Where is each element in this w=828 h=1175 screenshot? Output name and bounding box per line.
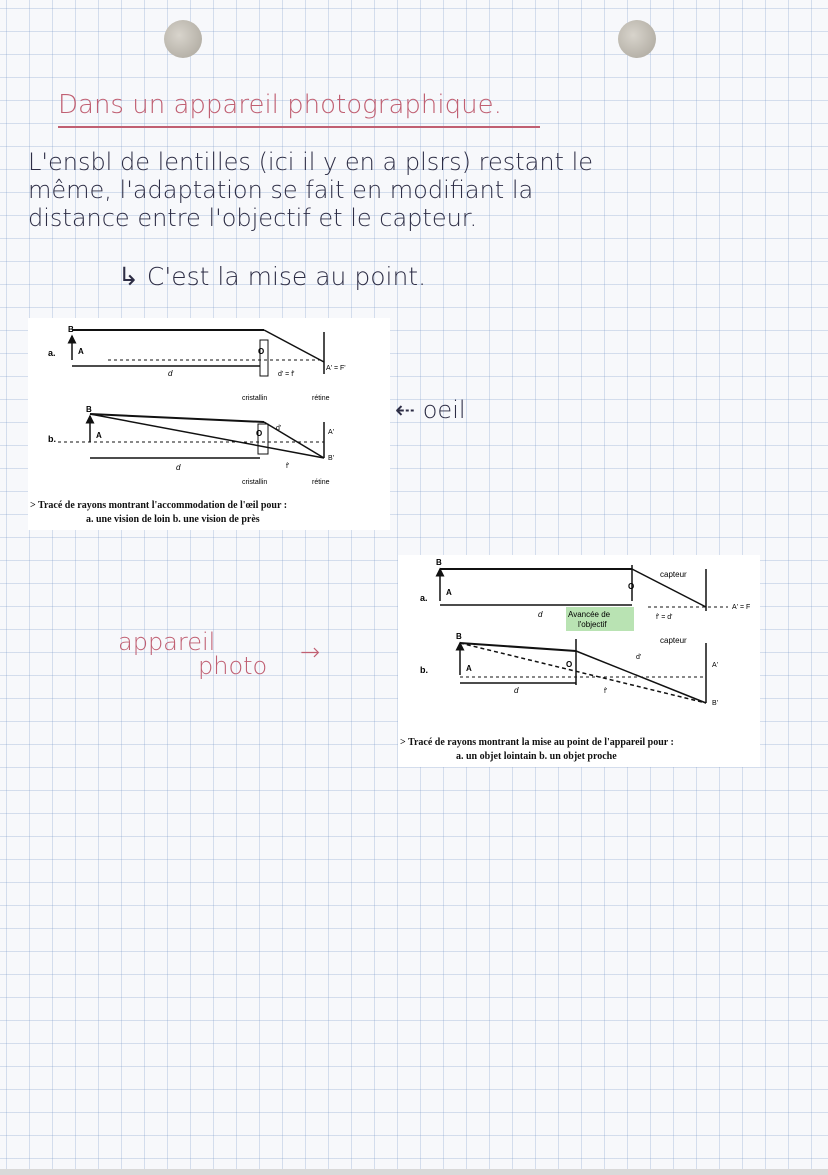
- lens-a: [260, 340, 268, 376]
- eye-caption-line-1: > Tracé de rayons montrant l'accommodation de l'œil pour :: [30, 500, 288, 511]
- eye-crystallin-label: cristallin: [242, 395, 268, 402]
- camera-dprime-b: d': [636, 654, 642, 661]
- camera-B-a: B: [436, 558, 442, 567]
- eye-Aprime-b: A': [328, 429, 335, 436]
- camera-sensor-label-b: capteur: [660, 636, 687, 645]
- eye-A-eq-F-a: A' = F': [326, 365, 346, 372]
- eye-accommodation-figure: [28, 318, 390, 530]
- eye-dprime-b: d': [276, 425, 282, 432]
- note-camera-line-2: photo: [198, 652, 268, 680]
- eye-d-b: d: [176, 463, 181, 472]
- binder-hole-left: [164, 20, 202, 58]
- eye-retina-label-b: rétine: [312, 479, 330, 486]
- eye-B-a: B: [68, 325, 74, 334]
- camera-advance-line-2: l'objectif: [578, 620, 607, 629]
- paragraph-line-3: distance entre l'objectif et le capteur.: [28, 204, 478, 232]
- eye-O-b: O: [256, 429, 263, 438]
- camera-sensor-label-a: capteur: [660, 570, 687, 579]
- camera-Aprime-b: A': [712, 662, 719, 669]
- camera-d-b: d: [514, 686, 519, 695]
- camera-A-b: A: [466, 664, 472, 673]
- camera-ray-b-center: [460, 643, 706, 703]
- ray-a-refracted: [264, 330, 324, 362]
- note-camera-arrow: →: [300, 638, 321, 666]
- camera-fprime-b: f': [604, 688, 608, 695]
- note-eye: ⇠ oeil: [395, 396, 466, 424]
- eye-fprime-b: f': [286, 463, 290, 470]
- eye-O-a: O: [258, 347, 265, 356]
- camera-label-b: b.: [420, 665, 428, 675]
- eye-A-a: A: [78, 347, 84, 356]
- page-heading: Dans un appareil photographique.: [58, 90, 502, 120]
- camera-focus-figure: [398, 555, 760, 767]
- page-bottom-edge: [0, 1169, 828, 1175]
- camera-caption-line-1: > Tracé de rayons montrant la mise au point de l'appareil pour :: [400, 737, 674, 748]
- ray-b-center: [90, 414, 324, 458]
- eye-retina-label: rétine: [312, 395, 330, 402]
- camera-fprime-eq-dprime: f' = d': [656, 614, 673, 621]
- eye-diagram-svg: [28, 318, 390, 530]
- camera-B-b: B: [456, 632, 462, 641]
- eye-label-a: a.: [48, 348, 56, 358]
- heading-underline: [58, 126, 540, 128]
- eye-Bprime-b: B': [328, 455, 335, 462]
- camera-Bprime-b: B': [712, 700, 719, 707]
- binder-hole-right: [618, 20, 656, 58]
- conclusion-line: ↳ C'est la mise au point.: [118, 262, 427, 291]
- note-camera-line-1: appareil: [118, 628, 216, 656]
- eye-A-b: A: [96, 431, 102, 440]
- camera-A-a: A: [446, 588, 452, 597]
- eye-B-b: B: [86, 405, 92, 414]
- camera-Aprime-eq-F: A' = F: [732, 604, 751, 611]
- eye-d-a: d: [168, 369, 173, 378]
- eye-caption-line-2: a. une vision de loin b. une vision de près: [86, 514, 260, 525]
- camera-O-a: O: [628, 582, 635, 591]
- camera-diagram-svg: [398, 555, 760, 767]
- paragraph-line-2: même, l'adaptation se fait en modifiant la: [28, 176, 534, 204]
- camera-advance-line-1: Avancée de: [568, 610, 611, 619]
- eye-dprime-a: d' = f': [278, 371, 295, 378]
- eye-crystallin-label-b: cristallin: [242, 479, 268, 486]
- camera-caption-line-2: a. un objet lointain b. un objet proche: [456, 751, 617, 762]
- paragraph-line-1: L'ensbl de lentilles (ici il y en a plsrs) restant le: [28, 148, 594, 176]
- eye-label-b: b.: [48, 434, 56, 444]
- ray-b-top: [90, 414, 264, 422]
- camera-label-a: a.: [420, 593, 428, 603]
- camera-O-b: O: [566, 660, 573, 669]
- camera-d-a: d: [538, 610, 543, 619]
